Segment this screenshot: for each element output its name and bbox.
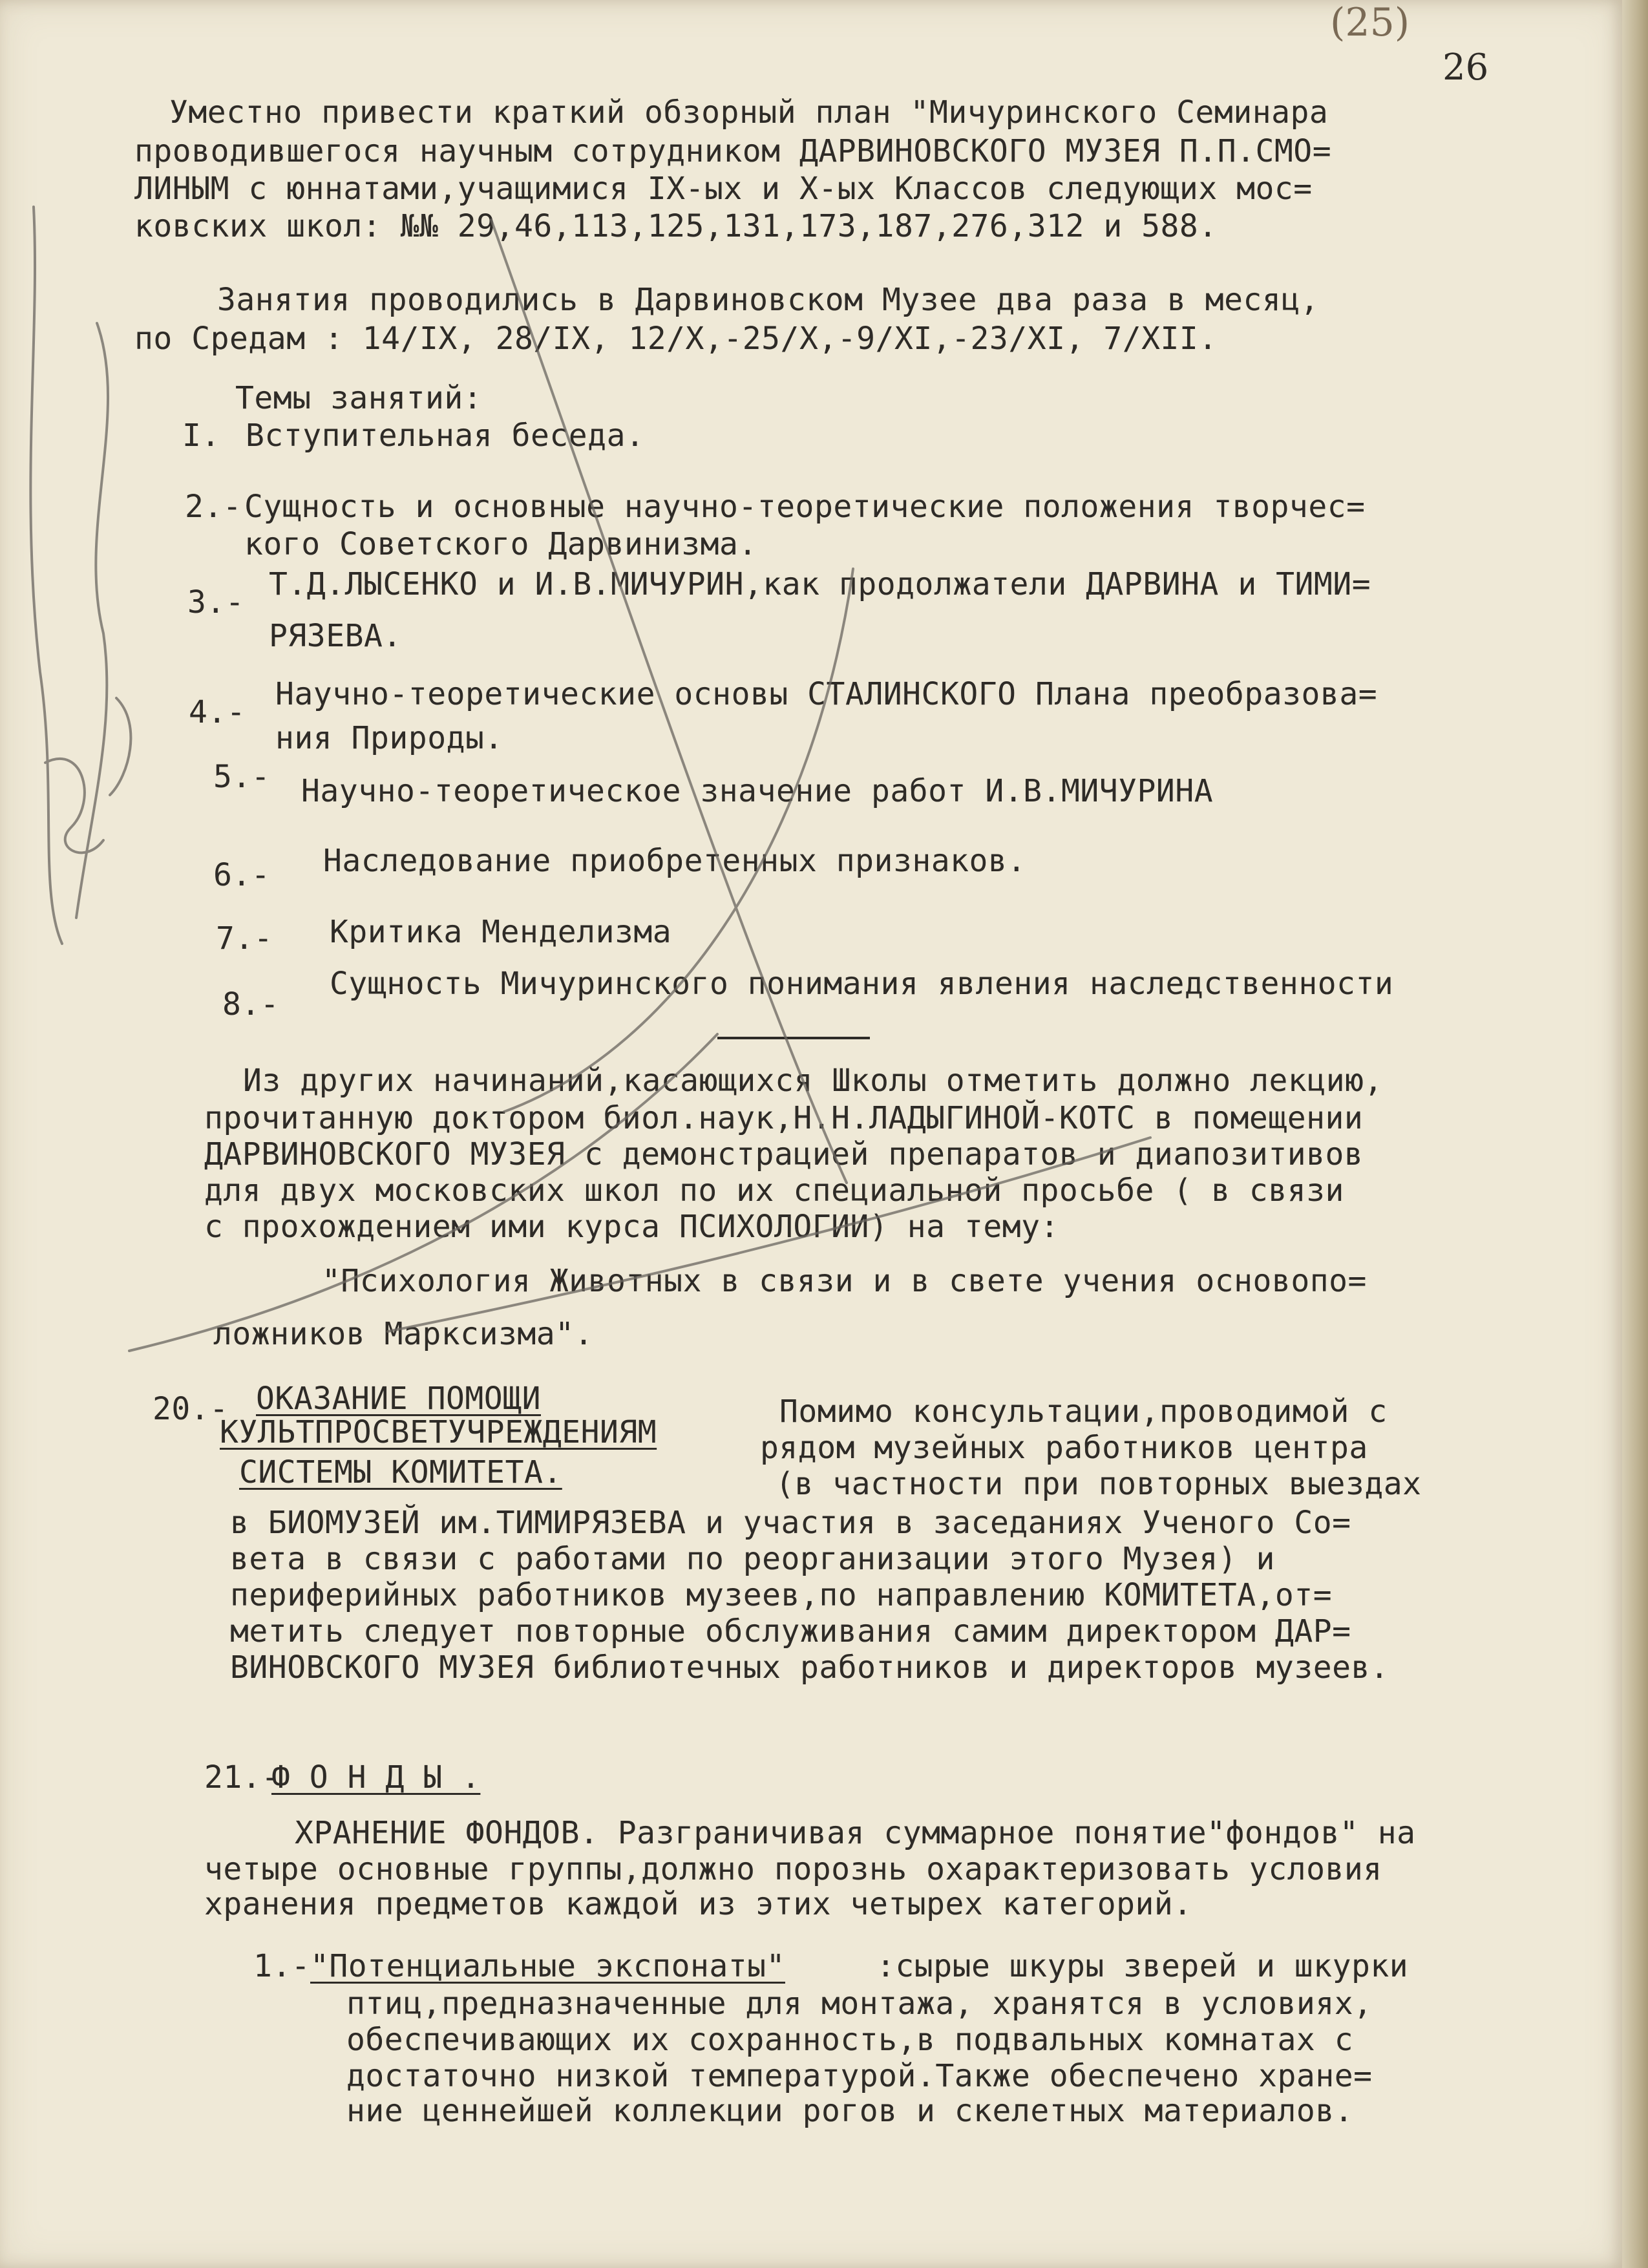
page-number: 26 (1442, 47, 1489, 89)
lecture-title-line: ложников Марксизма". (213, 1316, 593, 1352)
fund-item-text: ние ценнейшей коллекции рогов и скелетных материалов. (346, 2093, 1354, 2129)
section-20-line: метить следует повторные обслуживания самим директором ДАР= (230, 1613, 1351, 1649)
archive-page-mark: (25) (1330, 0, 1410, 45)
lecture-line: Из других начинаний,касающихся Школы отметить должно лекцию, (243, 1063, 1383, 1099)
lecture-line: прочитанную доктором биол.наук,Н.Н.ЛАДЫГИНОЙ-КОТС в помещении (204, 1100, 1364, 1136)
topics-heading: Темы занятий: (235, 380, 483, 416)
fund-item-text: :сырые шкуры зверей и шкурки (876, 1948, 1409, 1984)
section-21-line: ХРАНЕНИЕ ФОНДОВ. Разграничивая суммарное понятие"фондов" на (295, 1815, 1416, 1851)
topic-text: РЯЗЕВА. (269, 618, 402, 654)
lecture-line: ДАРВИНОВСКОГО МУЗЕЯ с демонстрацией препаратов и диапозитивов (204, 1136, 1364, 1172)
topic-text: Критика Менделизма (330, 914, 672, 950)
fund-item-text: достаточно низкой температурой.Также обеспечено хране= (346, 2058, 1373, 2094)
pencil-cross-line (504, 569, 853, 1112)
fund-item-number: 1.- (253, 1948, 311, 1984)
topic-text: Т.Д.ЛЫСЕНКО и И.В.МИЧУРИН,как продолжатели ДАРВИНА и ТИМИ= (269, 566, 1371, 602)
section-20-heading: КУЛЬТПРОСВЕТУЧРЕЖДЕНИЯМ (220, 1414, 657, 1450)
topic-number: 7.- (216, 920, 273, 957)
fund-item-text: птиц,предназначенные для монтажа, хранятся в условиях, (346, 1986, 1373, 2022)
pencil-margin-scribble (45, 698, 131, 853)
topic-number: 5.- (213, 759, 271, 795)
fund-item-label: "Потенциальные экспонаты" (310, 1948, 785, 1984)
topic-text: ния Природы. (275, 720, 503, 756)
section-21-heading: Ф О Н Д Ы . (271, 1759, 481, 1796)
topic-text: Вступительная беседа. (246, 418, 645, 454)
fund-item-text: обеспечивающих их сохранность,в подвальных комнатах с (346, 2022, 1354, 2058)
topic-text: Научно-теоретические основы СТАЛИНСКОГО Плана преобразова= (275, 676, 1378, 712)
section-21-line: хранения предметов каждой из этих четырех категорий. (204, 1886, 1192, 1922)
section-20-side-line: Помимо консультации,проводимой с (779, 1394, 1388, 1430)
topic-number: 8.- (222, 986, 280, 1023)
topic-number: 6.- (213, 857, 271, 893)
section-20-line: периферийных работников музеев,по направлению КОМИТЕТА,от= (230, 1577, 1333, 1613)
section-20-line: ВИНОВСКОГО МУЗЕЯ библиотечных работников и директоров музеев. (230, 1649, 1389, 1686)
section-21-line: четыре основные группы,должно порознь охарактеризовать условия (204, 1851, 1382, 1887)
section-20-side-line: (в частности при повторных выездах (776, 1466, 1422, 1502)
intro-line: Уместно привести краткий обзорный план "Мичуринского Семинара (169, 94, 1329, 131)
topic-text: Научно-теоретическое значение работ И.В.МИЧУРИНА (301, 773, 1214, 809)
intro-line: ковских школ: №№ 29,46,113,125,131,173,187,276,312 и 588. (134, 208, 1218, 244)
schedule-line: по Средам : 14/IX, 28/IX, 12/X,-25/X,-9/XI,-23/XI, 7/XII. (134, 321, 1218, 357)
pencil-margin-signature (30, 207, 108, 944)
section-20-heading: ОКАЗАНИЕ ПОМОЩИ (256, 1381, 541, 1417)
page-edge (1622, 0, 1648, 2268)
topic-text: кого Советского Дарвинизма. (244, 526, 757, 562)
schedule-line: Занятия проводились в Дарвиновском Музее два раза в месяц, (217, 282, 1320, 318)
section-20-heading: СИСТЕМЫ КОМИТЕТА. (239, 1454, 562, 1490)
topic-number: 2.- (185, 489, 242, 525)
intro-line: проводившегося научным сотрудником ДАРВИНОВСКОГО МУЗЕЯ П.П.СМО= (134, 133, 1332, 169)
lecture-line: для двух московских школ по их специальной просьбе ( в связи (204, 1172, 1344, 1209)
topic-text: Наследование приобретенных признаков. (323, 843, 1026, 879)
section-21-number: 21.- (204, 1759, 280, 1796)
lecture-title-line: "Психология Животных в связи и в свете учения основопо= (322, 1263, 1367, 1299)
topic-number: 4.- (189, 694, 246, 730)
topic-text: Сущность Мичуринского понимания явления наследственности (330, 966, 1394, 1002)
intro-line: ЛИНЫМ с юннатами,учащимися IX-ых и X-ых Классов следующих мос= (134, 171, 1313, 207)
section-20-line: вета в связи с работами по реорганизации этого Музея) и (230, 1541, 1275, 1577)
topic-number: 3.- (187, 584, 245, 620)
topic-number: I. (182, 418, 220, 454)
topic-text: Сущность и основные научно-теоретические положения творчес= (244, 489, 1366, 525)
section-20-side-line: рядом музейных работников центра (760, 1430, 1368, 1466)
lecture-line: с прохождением ими курса ПСИХОЛОГИИ) на тему: (204, 1209, 1059, 1245)
section-20-number: 20.- (153, 1391, 229, 1427)
section-20-line: в БИОМУЗЕЙ им.ТИМИРЯЗЕВА и участия в заседаниях Ученого Со= (230, 1505, 1351, 1541)
section-divider (717, 1037, 870, 1039)
